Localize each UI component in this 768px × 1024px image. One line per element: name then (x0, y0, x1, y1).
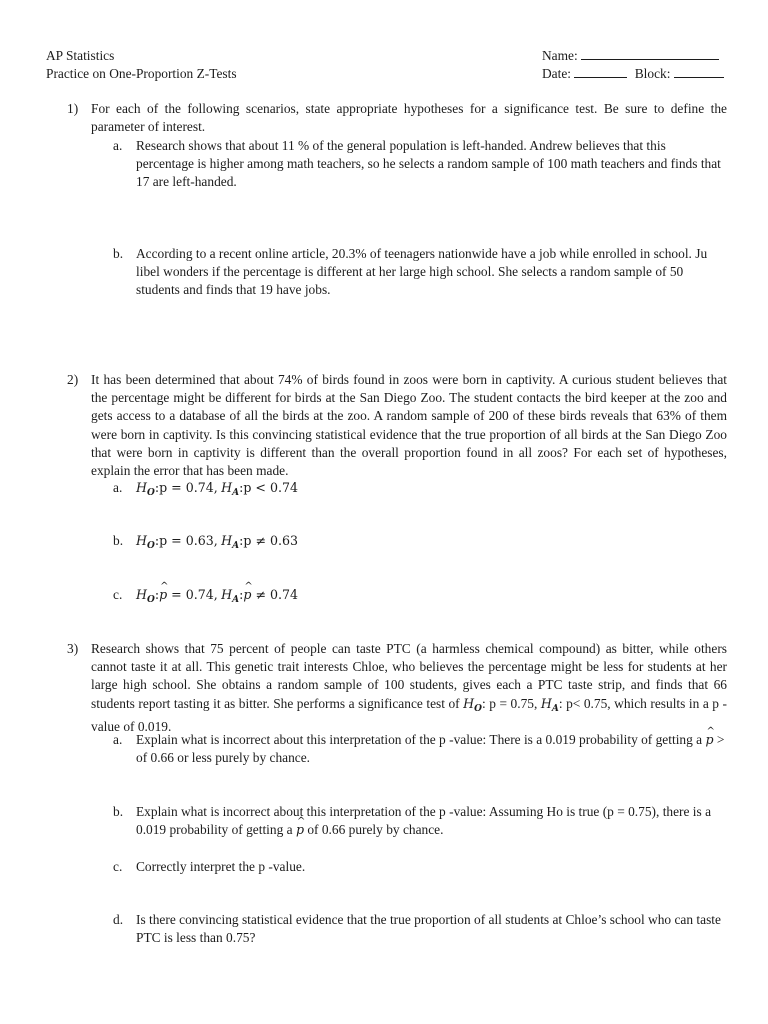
null-hypothesis: : p = 0.75, (482, 695, 538, 711)
part-label: b. (113, 533, 124, 548)
block-label: Block: (634, 66, 671, 82)
alt-hypothesis: p < 0.74 (243, 480, 298, 495)
header-left (46, 47, 237, 83)
part-label: a. (113, 480, 123, 495)
date-block-line (542, 65, 724, 83)
part-label: a. (113, 732, 123, 747)
null-hypothesis: p = 0.63, (159, 533, 218, 548)
worksheet-subtitle: Practice on One-Proportion Z-Tests (46, 66, 237, 82)
part-text-post: of 0.66 purely by chance. (307, 822, 444, 838)
alt-hypothesis: ≠ 0.74 (255, 587, 299, 602)
part-text: Correctly interpret the p -value. (136, 859, 306, 874)
course-title: AP Statistics (46, 48, 115, 63)
part-text-pre: Explain what is incorrect about this interpretation of the p -value: Assuming Ho is true (p = 0.75), there is a 0.019 probability of getting a (136, 804, 712, 838)
question-text: For each of the following scenarios, state appropriate hypotheses for a significance test. Be sure to define the parameter of interest. (91, 101, 727, 135)
block-blank (674, 65, 724, 78)
question-number: 2) (67, 372, 79, 387)
alt-hypothesis: p ≠ 0.63 (243, 533, 298, 548)
part-text: Explain what is incorrect about this interpretation of the p -value: Assuming Ho is true (p = 0.75), there is a 0.019 probability of getting a ^ p of 0.66 purely by chance. (136, 803, 726, 839)
hypotheses: $H_O:p = 0.63$, $H_A:p \ne 0.63$ (136, 533, 298, 551)
question-text: Research shows that 75 percent of people can taste PTC (a harmless chemical compound) as bitter, while others cannot taste it at all. This genetic trait interests Chloe, who believes the percentage might be less for students at her large high school. She obtains a random sample of 100 students, gives each a PTC taste strip, and finds that 66 students report tasting it as bitter. She performs a significance test of $H_O$: p = 0.75, $H_A$: p< 0.75, which results in a p -value of 0.019. (91, 641, 727, 734)
part-label: c. (113, 587, 123, 602)
date-label: Date: (542, 66, 571, 82)
question-number: 1) (67, 101, 79, 116)
question-number: 3) (67, 641, 79, 656)
name-line (542, 47, 724, 65)
hypotheses: $H_O:p = 0.74$, $H_A:p < 0.74$ (136, 480, 298, 498)
header-right (542, 47, 724, 83)
null-hypothesis: p = 0.74, (159, 480, 218, 495)
part-text: Is there convincing statistical evidence that the true proportion of all students at Chloe’s school who can taste PTC is less than 0.75? (136, 912, 721, 946)
hypotheses: $H_O:\^{}$ p = 0.74, $H_A:\^{}$ p ≠ 0.74 (136, 586, 726, 609)
part-label: a. (113, 138, 123, 153)
part-text: According to a recent online article, 20.3% of teenagers nationwide have a job while enrolled in school. Ju libel wonders if the percentage is different at her large high school. She selects a random sample of 50 students and finds that 19 have jobs. (136, 246, 708, 298)
alt-hypothesis: : p< 0.75, which results in a p -value of 0.019. (91, 695, 727, 734)
part-label: b. (113, 804, 124, 819)
date-blank (574, 65, 627, 78)
part-text: Explain what is incorrect about this interpretation of the p -value: There is a 0.019 probability of getting a ^ p > of 0.66 or less purely by chance. (136, 731, 726, 767)
part-text: Research shows that about 11 % of the general population is left-handed. Andrew believes that this percentage is higher among math teachers, so he selects a random sample of 100 math teachers and finds that 17 are left-handed. (136, 138, 721, 190)
null-hypothesis: = 0.74, (171, 587, 218, 602)
part-label: d. (113, 912, 124, 927)
name-label: Name: (542, 48, 578, 63)
question-body: Research shows that 75 percent of people can taste PTC (a harmless chemical compound) as bitter, while others cannot taste it at all. This genetic trait interests Chloe, who believes the percentage might be less for students at her large high school. She obtains a random sample of 100 students, gives each a PTC taste strip, and finds that 66 students report tasting it as bitter. She performs a significance test of (91, 641, 727, 711)
name-blank (581, 47, 719, 60)
part-text-post: > of 0.66 or less purely by chance. (136, 732, 725, 766)
part-label: b. (113, 246, 124, 261)
part-label: c. (113, 859, 123, 874)
question-text: It has been determined that about 74% of birds found in zoos were born in captivity. A curious student believes that the percentage might be different for birds at the San Diego Zoo. The student contacts the bird keeper at the zoo and gets access to a database of all the birds at the zoo. A random sample of 200 of these birds reveals that 63% of them were born in captivity. Is this convincing statistical evidence that the true proportion of all birds at the San Diego Zoo that were born in captivity is different than the overall proportion found in all zoos? For each set of hypotheses, explain the error that has been made. (91, 372, 727, 479)
part-text-pre: Explain what is incorrect about this interpretation of the p -value: There is a 0.019 probability of getting a (136, 732, 703, 747)
